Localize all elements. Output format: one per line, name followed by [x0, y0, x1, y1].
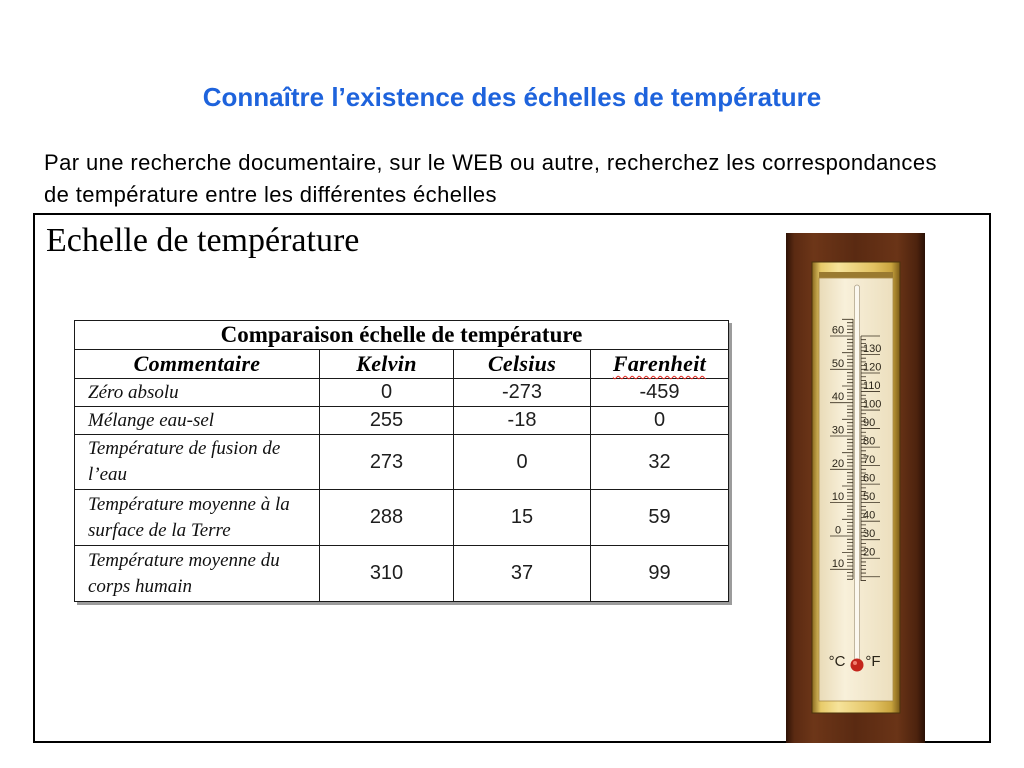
- box-heading: Echelle de température: [46, 222, 360, 259]
- table-row: [75, 435, 729, 490]
- table-row: [75, 490, 729, 546]
- celsius-value: 37: [454, 546, 591, 602]
- fahrenheit-value: -459: [591, 379, 729, 407]
- fahrenheit-scale-label: 110: [863, 380, 881, 392]
- header-fahrenheit-label: Farenheit: [612, 351, 707, 376]
- instructions-line-2: de température entre les différentes échelles: [44, 182, 497, 207]
- fahrenheit-scale-label: 20: [863, 546, 876, 559]
- fahrenheit-value: 0: [591, 407, 729, 435]
- celsius-value: -273: [454, 379, 591, 407]
- thermometer-tube: [855, 285, 860, 663]
- celsius-scale-label: 60: [831, 324, 845, 337]
- fahrenheit-scale-label: 70: [863, 454, 876, 467]
- kelvin-value: 288: [320, 490, 454, 546]
- fahrenheit-scale-label: 80: [863, 435, 876, 448]
- row-comment: Température moyenne à la surface de la Terre: [75, 490, 320, 546]
- header-fahrenheit: [591, 350, 729, 379]
- header-comment: Commentaire: [75, 350, 320, 379]
- fahrenheit-scale-label: 100: [863, 398, 882, 411]
- celsius-value: -18: [454, 407, 591, 435]
- fahrenheit-scale-label: 90: [863, 417, 876, 430]
- table-row: [75, 407, 729, 435]
- fahrenheit-value: 32: [591, 435, 729, 490]
- table-row: [75, 379, 729, 407]
- slide-title: Connaître l’existence des échelles de température: [202, 82, 822, 112]
- kelvin-value: 310: [320, 546, 454, 602]
- table-header-row: [75, 350, 729, 379]
- celsius-value: 0: [454, 435, 591, 490]
- header-celsius: Celsius: [454, 350, 591, 379]
- fahrenheit-value: 59: [591, 490, 729, 546]
- bulb-highlight: [853, 661, 857, 665]
- comparison-table: [74, 320, 729, 602]
- fahrenheit-value: 99: [591, 546, 729, 602]
- header-kelvin: Kelvin: [320, 350, 454, 379]
- kelvin-value: 273: [320, 435, 454, 490]
- celsius-unit-label: °C: [828, 653, 846, 670]
- celsius-scale-label: 10: [831, 557, 845, 570]
- gold-frame-bevel: [819, 272, 893, 278]
- row-comment: Température de fusion de l’eau: [75, 435, 320, 490]
- fahrenheit-scale-label: 120: [863, 361, 882, 374]
- thermometer-image: [786, 233, 925, 743]
- celsius-scale-label: 10: [831, 491, 845, 504]
- row-comment: Zéro absolu: [75, 379, 320, 407]
- kelvin-value: 0: [320, 379, 454, 407]
- kelvin-value: 255: [320, 407, 454, 435]
- celsius-scale-label: 20: [831, 457, 845, 470]
- table-row: [75, 546, 729, 602]
- table-title: Comparaison échelle de température: [75, 321, 729, 350]
- celsius-scale-label: 40: [831, 391, 845, 404]
- instructions-paragraph: [44, 147, 937, 211]
- table-title-row: [75, 321, 729, 350]
- fahrenheit-scale-label: 40: [863, 509, 876, 522]
- fahrenheit-unit-label: °F: [865, 653, 881, 670]
- fahrenheit-scale-label: 30: [863, 528, 876, 541]
- celsius-scale-label: 0: [834, 524, 842, 537]
- instructions-line-1: Par une recherche documentaire, sur le WEB ou autre, recherchez les correspondances: [44, 150, 937, 175]
- celsius-scale-label: 30: [831, 424, 845, 437]
- celsius-value: 15: [454, 490, 591, 546]
- thermometer-bulb: [851, 659, 864, 672]
- fahrenheit-scale-label: 60: [863, 472, 876, 485]
- fahrenheit-scale-label: 50: [863, 491, 876, 504]
- row-comment: Température moyenne du corps humain: [75, 546, 320, 602]
- fahrenheit-scale-label: 130: [863, 343, 882, 355]
- row-comment: Mélange eau-sel: [75, 407, 320, 435]
- celsius-scale-label: 50: [831, 357, 845, 370]
